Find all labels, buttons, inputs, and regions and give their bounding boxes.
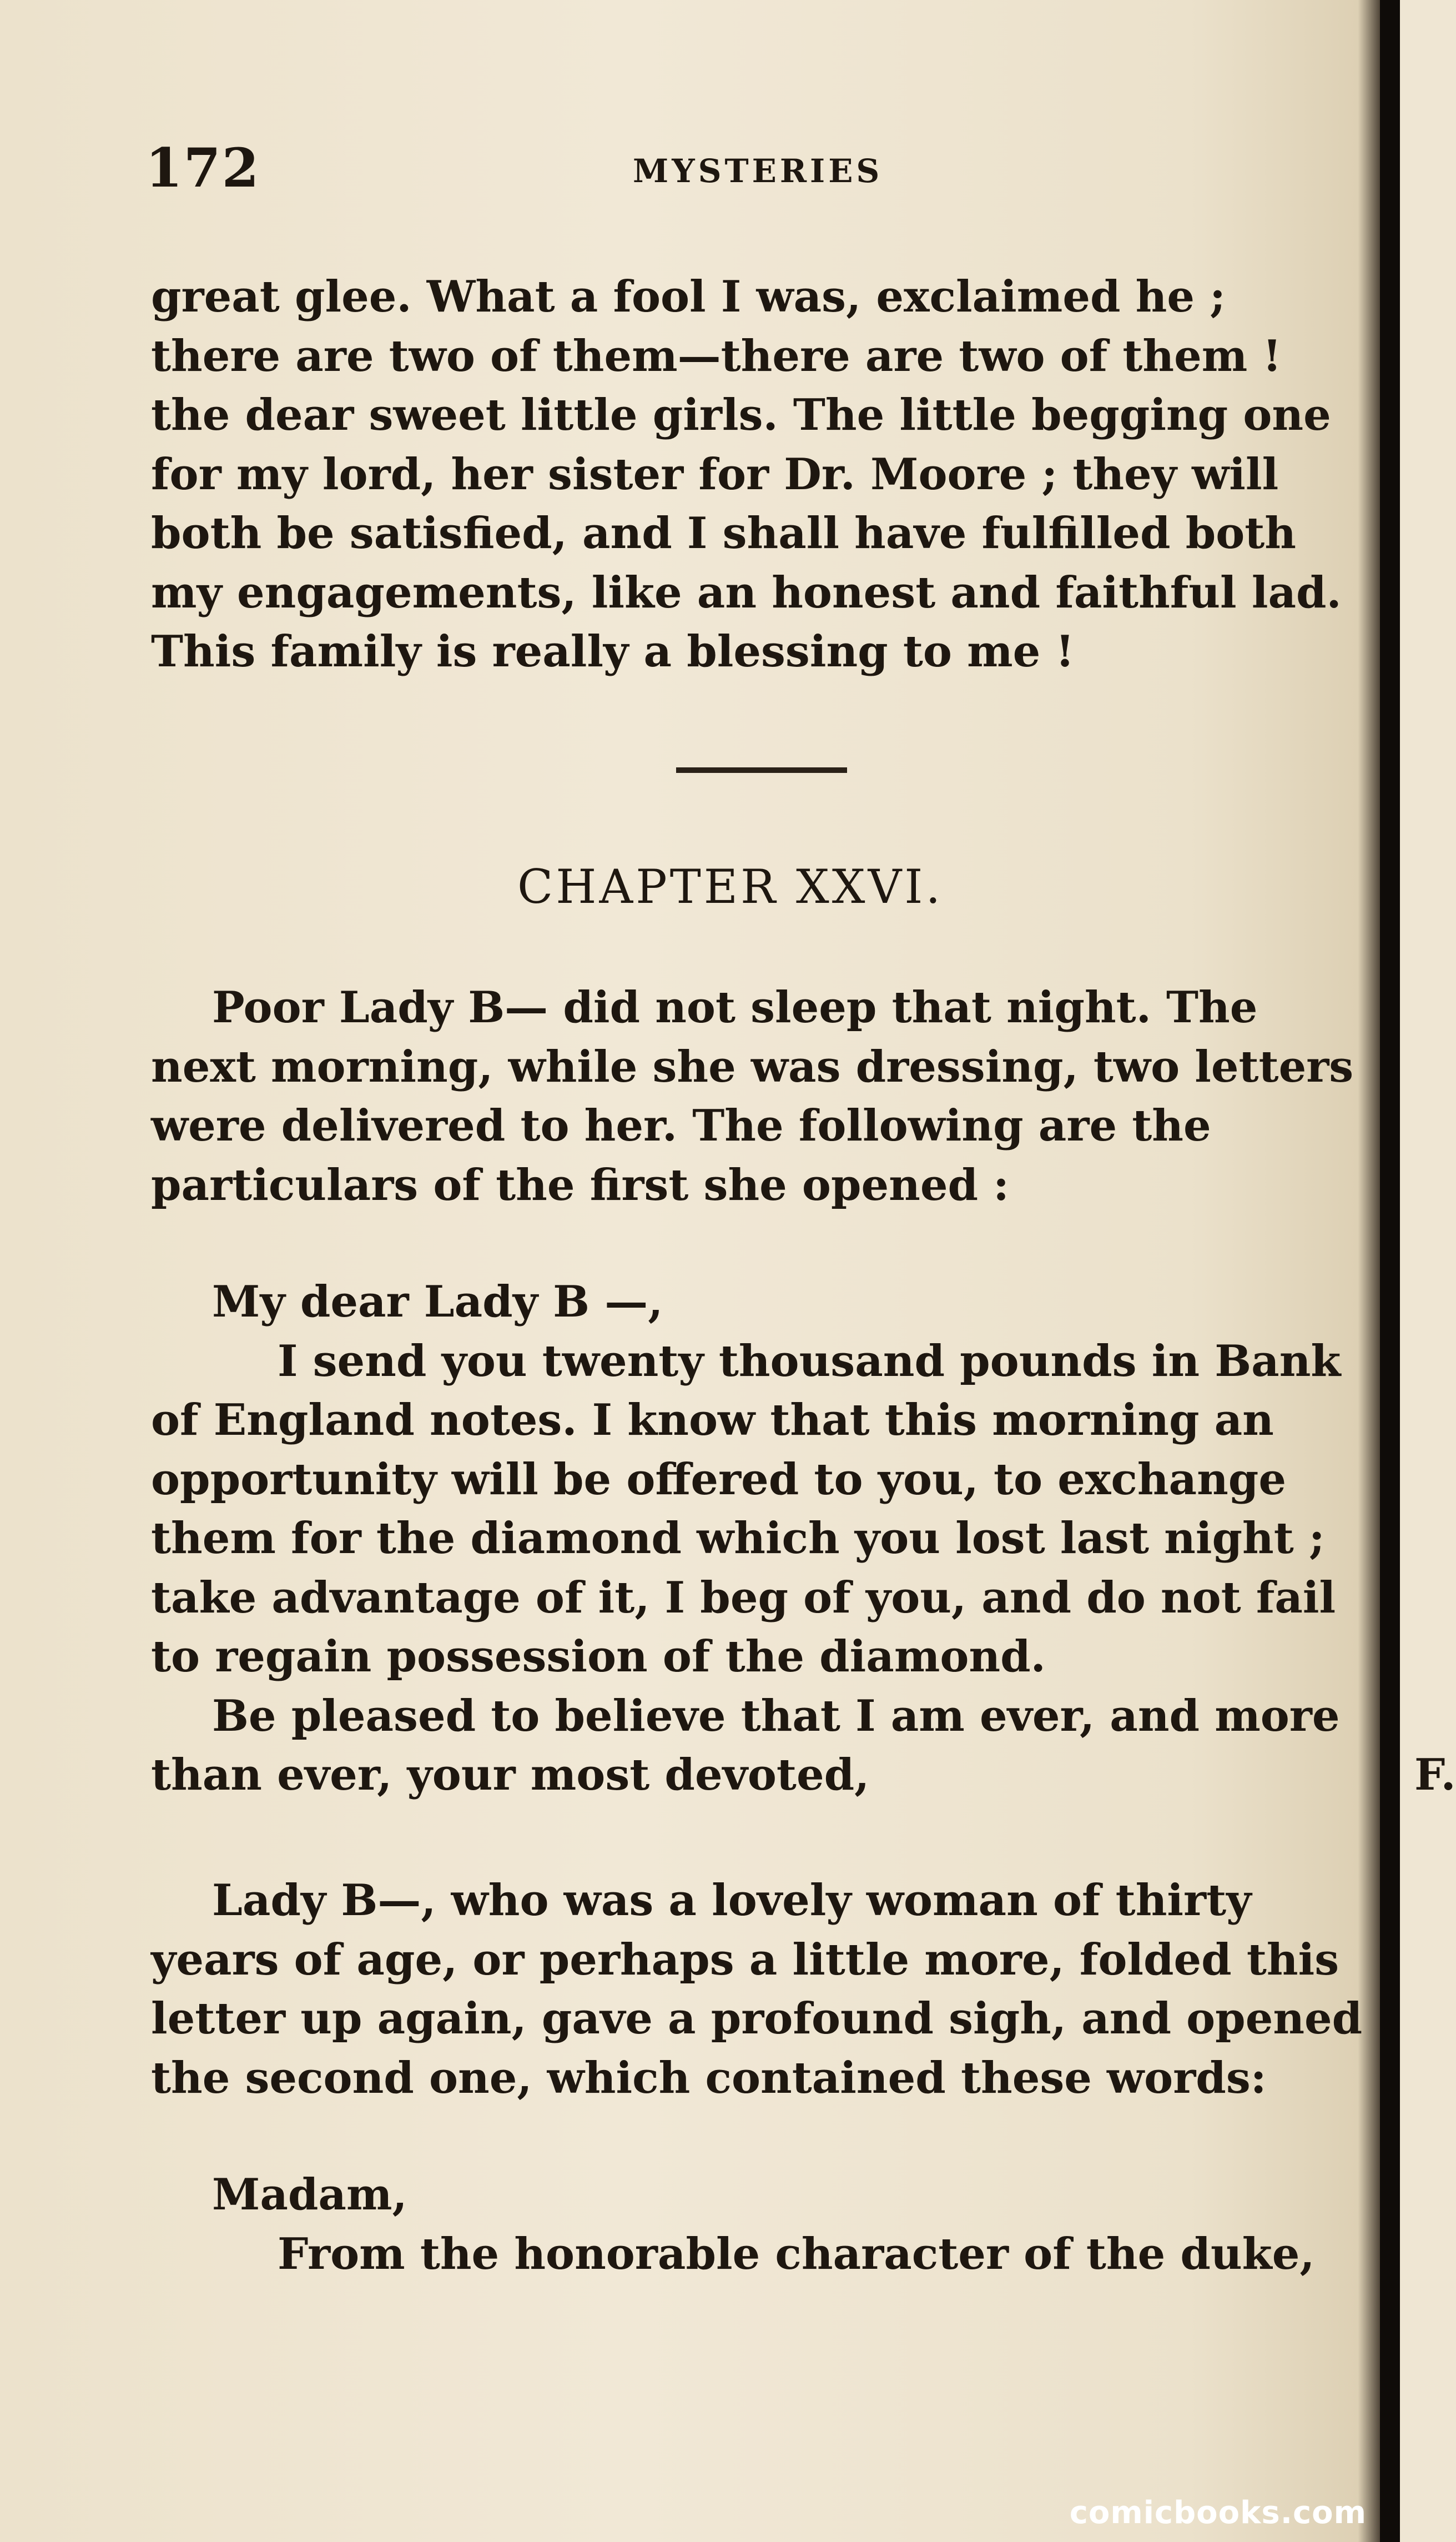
text-line: I send you twenty thousand pounds in Bank bbox=[278, 1335, 1341, 1386]
text-line: opportunity will be offered to you, to exchange bbox=[151, 1454, 1286, 1505]
page-number: 172 bbox=[145, 137, 260, 199]
watermark-text: comicbooks.com bbox=[1069, 2495, 1367, 2531]
letter-closing: Be pleased to believe that I am ever, and more bbox=[212, 1690, 1340, 1741]
running-head: MYSTERIES bbox=[633, 152, 883, 190]
letter-2 bbox=[151, 2166, 1378, 2284]
text-line: Poor Lady B— did not sleep that night. The bbox=[212, 982, 1258, 1033]
text-line: letter up again, gave a profound sigh, and opened bbox=[151, 1993, 1363, 2044]
letter-1 bbox=[151, 1273, 1456, 1805]
page-edge bbox=[1380, 0, 1400, 2542]
text-line: From the honorable character of the duke, bbox=[278, 2228, 1315, 2279]
letter-salutation: Madam, bbox=[212, 2169, 407, 2220]
text-line: there are two of them—there are two of them ! bbox=[151, 330, 1282, 381]
chapter-title: CHAPTER XXVI. bbox=[517, 860, 944, 914]
text-line: great glee. What a fool I was, exclaimed he ; bbox=[151, 272, 1226, 322]
text-line: of England notes. I know that this morning an bbox=[151, 1395, 1274, 1445]
continued-paragraph bbox=[151, 268, 1378, 682]
text-line: years of age, or perhaps a little more, folded this bbox=[151, 1934, 1339, 1985]
letter-closing-line bbox=[151, 1746, 1456, 1805]
text-line: particulars of the first she opened : bbox=[151, 1159, 1009, 1210]
text-line: the dear sweet little girls. The little begging one bbox=[151, 390, 1331, 440]
text-line: both be satisfied, and I shall have fulfilled both bbox=[151, 508, 1297, 559]
text-line: the second one, which contained these words: bbox=[151, 2052, 1267, 2103]
text-line: take advantage of it, I beg of you, and do not fail bbox=[151, 1572, 1336, 1623]
text-line: were delivered to her. The following are the bbox=[151, 1101, 1211, 1151]
text-line: Lady B—, who was a lovely woman of thirty bbox=[212, 1875, 1252, 1926]
letter-signature: F. bbox=[1414, 1750, 1456, 1800]
paragraph-1 bbox=[151, 978, 1378, 1215]
letter-closing-text: than ever, your most devoted, bbox=[151, 1750, 870, 1800]
text-line: This family is really a blessing to me ! bbox=[151, 626, 1075, 677]
page-header bbox=[0, 137, 1400, 203]
text-line: next morning, while she was dressing, two letters bbox=[151, 1041, 1354, 1092]
letter-salutation: My dear Lady B —, bbox=[212, 1277, 663, 1327]
text-line: for my lord, her sister for Dr. Moore ; they will bbox=[151, 449, 1279, 500]
paragraph-2 bbox=[151, 1871, 1378, 2108]
text-line: my engagements, like an honest and faithful lad. bbox=[151, 567, 1342, 618]
text-line: them for the diamond which you lost last night ; bbox=[151, 1513, 1325, 1564]
text-line: to regain possession of the diamond. bbox=[151, 1631, 1046, 1682]
section-divider bbox=[676, 767, 847, 773]
